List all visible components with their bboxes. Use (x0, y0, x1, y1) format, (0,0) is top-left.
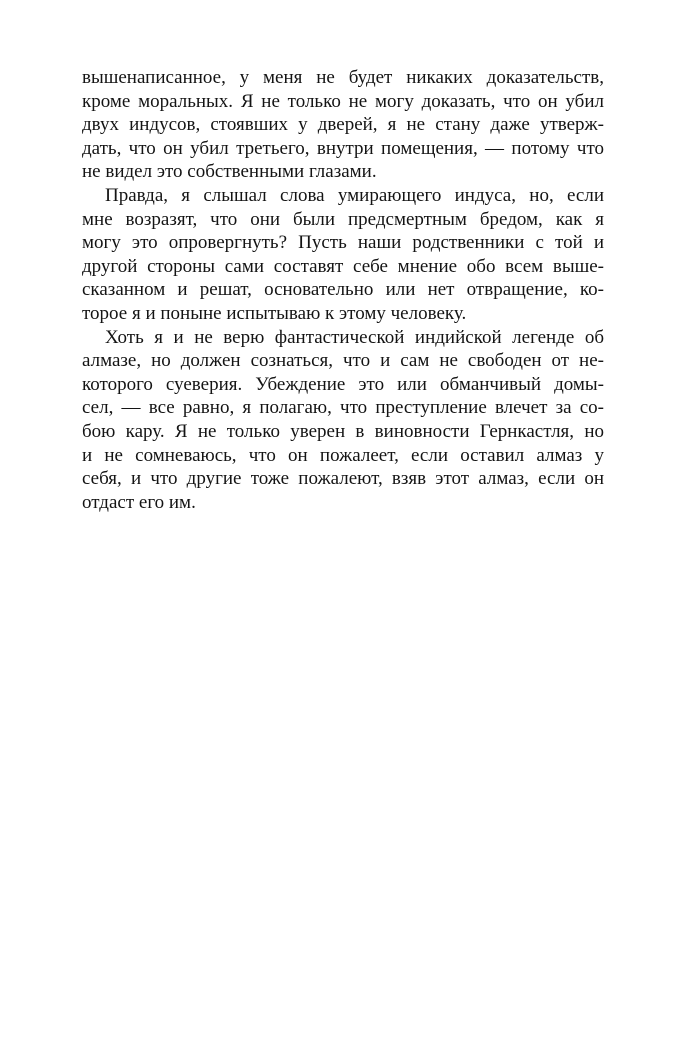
text-line: и не сомневаюсь, что он пожалеет, если оставил алмаз у (82, 444, 604, 466)
paragraph-3 (82, 326, 604, 515)
body-text (82, 66, 604, 514)
text-line: отдаст его им. (82, 491, 196, 513)
text-line: мне возразят, что они были предсмертным бредом, как я (82, 208, 604, 230)
paragraph-2 (82, 184, 604, 326)
text-line: которого суеверия. Убеждение это или обманчивый домы- (82, 373, 604, 395)
text-line: торое я и поныне испытываю к этому человеку. (82, 302, 467, 324)
text-line: бою кару. Я не только уверен в виновности Гернкастля, но (82, 420, 604, 442)
paragraph-1 (82, 66, 604, 184)
text-line: дать, что он убил третьего, внутри помещения, — потому что (82, 137, 604, 159)
text-line: Хоть я и не верю фантастической индийской легенде об (105, 326, 604, 348)
text-line: могу это опровергнуть? Пусть наши родственники с той и (82, 232, 604, 254)
text-line: сказанном и решат, основательно или нет отвращение, ко- (82, 279, 604, 301)
text-line: сел, — все равно, я полагаю, что преступление влечет за со- (82, 397, 604, 419)
text-line: себя, и что другие тоже пожалеют, взяв этот алмаз, если он (82, 468, 604, 490)
text-line: другой стороны сами составят себе мнение обо всем выше- (82, 255, 604, 277)
text-line: Правда, я слышал слова умирающего индуса, но, если (105, 184, 604, 206)
text-line: вышенаписанное, у меня не будет никаких доказательств, (82, 67, 604, 88)
text-line: двух индусов, стоявших у дверей, я не стану даже утверж- (82, 114, 604, 136)
text-line: не видел это собственными глазами. (82, 161, 377, 183)
text-line: алмазе, но должен сознаться, что и сам не свободен от не- (82, 350, 604, 372)
text-line: кроме моральных. Я не только не могу доказать, что он убил (82, 90, 604, 112)
